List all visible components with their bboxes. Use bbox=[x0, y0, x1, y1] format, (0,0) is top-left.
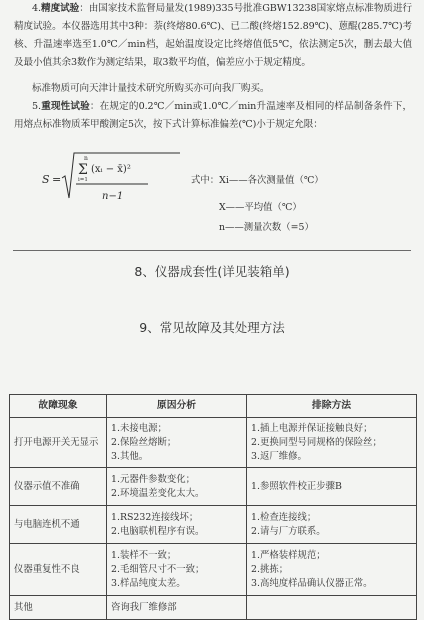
sum-lower: i=1 bbox=[78, 177, 88, 183]
cause-line: 1.未接电源； bbox=[111, 422, 167, 434]
note-xi-text: Xi——各次测量值（℃） bbox=[219, 175, 324, 186]
section4-number: 4. bbox=[32, 3, 41, 14]
table-row bbox=[10, 468, 417, 506]
cause-cell bbox=[107, 418, 247, 468]
cause-line: 2.毛细管尺寸不一致； bbox=[111, 563, 205, 575]
symptom-cell: 打开电源开关无显示 bbox=[10, 418, 107, 468]
fix-line: 2.挑拣； bbox=[251, 563, 289, 575]
cause-line: 1.装样不一致； bbox=[111, 549, 177, 561]
fix-line: 1.参照软件校正步骤B bbox=[251, 480, 342, 492]
cause-line: 2.保险丝熔断； bbox=[111, 436, 177, 448]
cause-cell bbox=[107, 506, 247, 544]
fix-cell bbox=[247, 418, 417, 468]
cause-cell bbox=[107, 468, 247, 506]
table-header-row bbox=[10, 395, 417, 418]
symptom-cell: 与电脑连机不通 bbox=[10, 506, 107, 544]
section4-paragraph bbox=[14, 0, 412, 72]
cause-line: 咨询我厂维修部 bbox=[111, 601, 177, 613]
header-cause: 原因分析 bbox=[107, 395, 247, 418]
fix-line: 2.请与厂方联系。 bbox=[251, 525, 326, 537]
formula-denominator: n−1 bbox=[102, 191, 124, 202]
header-symptom: 故障现象 bbox=[10, 395, 107, 418]
fix-line: 1.检查连接线； bbox=[251, 511, 317, 523]
table-row bbox=[10, 596, 417, 620]
cause-line: 3.样品纯度太差。 bbox=[111, 577, 186, 589]
cause-line: 1.RS232连接线坏； bbox=[111, 511, 199, 523]
section4-title: 精度试验 bbox=[40, 3, 80, 14]
header-fix: 排除方法 bbox=[247, 395, 417, 418]
section9-heading: 9、常见故障及其处理方法 bbox=[139, 320, 285, 335]
symptom-cell: 其他 bbox=[10, 596, 107, 620]
formula-numerator: (xᵢ − x̄)² bbox=[91, 164, 131, 175]
formula-note-n: n——测量次数（=5） bbox=[219, 222, 314, 233]
section5-text: ：在规定的0.2℃／min或1.0℃／min升温速率及相同的样品制备条件下，用熔点标准物质苯甲酸测定5次，按下式计算标准偏差(℃)小于规定允限： bbox=[14, 101, 412, 130]
fix-cell bbox=[247, 596, 417, 620]
section5-number: 5. bbox=[32, 101, 41, 112]
symptom-cell: 仪器示值不准确 bbox=[10, 468, 107, 506]
divider-rule bbox=[13, 250, 411, 251]
cause-line: 1.元器件参数变化； bbox=[111, 473, 195, 485]
std-dev-formula bbox=[40, 150, 185, 212]
fix-line: 2.更换同型号同规格的保险丝； bbox=[251, 436, 382, 448]
section5-paragraph bbox=[14, 98, 412, 134]
formula-equals: = bbox=[52, 173, 62, 186]
where-label: 式中： bbox=[191, 175, 220, 186]
formula-lhs: S bbox=[42, 173, 50, 186]
cause-line: 2.电脑联机程序有误。 bbox=[111, 525, 205, 537]
fix-cell bbox=[247, 506, 417, 544]
section4-text: ：由国家技术监督局量发(1989)335号批准GBW13238国家熔点标准物质进行精度试验。本仪器选用其中3种：萘(终熔80.6℃)、已二酸(终熔152.89℃)、蒽醌(285.7℃)考核、升温速率选至1.0℃／min档，起始温度设定比终熔值低5℃，依法测定5次，删去最大值及最小值其余3数作为测定结果，取3数平均值，偏差应小于规定精度。 bbox=[14, 3, 412, 68]
fix-line: 1.插上电源并保证接触良好； bbox=[251, 422, 373, 434]
fix-line: 1.严格装样规范； bbox=[251, 549, 326, 561]
formula-note-xi bbox=[191, 174, 324, 187]
section5-title: 重现性试验 bbox=[40, 101, 90, 112]
formula-note-mean: X——平均值（℃） bbox=[219, 202, 302, 213]
cause-cell bbox=[107, 544, 247, 596]
fix-cell bbox=[247, 544, 417, 596]
cause-line: 2.环境温差变化太大。 bbox=[111, 487, 205, 499]
fix-line: 3.返厂维修。 bbox=[251, 450, 307, 462]
cause-line: 3.其他。 bbox=[111, 450, 149, 462]
table-row bbox=[10, 544, 417, 596]
fix-line: 3.高纯度样品确认仪器正常。 bbox=[251, 577, 373, 589]
table-row bbox=[10, 506, 417, 544]
symptom-cell: 仪器重复性不良 bbox=[10, 544, 107, 596]
sum-upper: n bbox=[84, 155, 88, 162]
table-row bbox=[10, 418, 417, 468]
supply-note: 标准物质可向天津计量技术研究所购买亦可向我厂购买。 bbox=[32, 83, 270, 94]
fix-cell bbox=[247, 468, 417, 506]
section8-heading: 8、仪器成套性(详见装箱单) bbox=[134, 264, 290, 279]
cause-cell bbox=[107, 596, 247, 620]
fault-table bbox=[9, 394, 417, 620]
sigma-symbol: Σ bbox=[78, 162, 88, 178]
